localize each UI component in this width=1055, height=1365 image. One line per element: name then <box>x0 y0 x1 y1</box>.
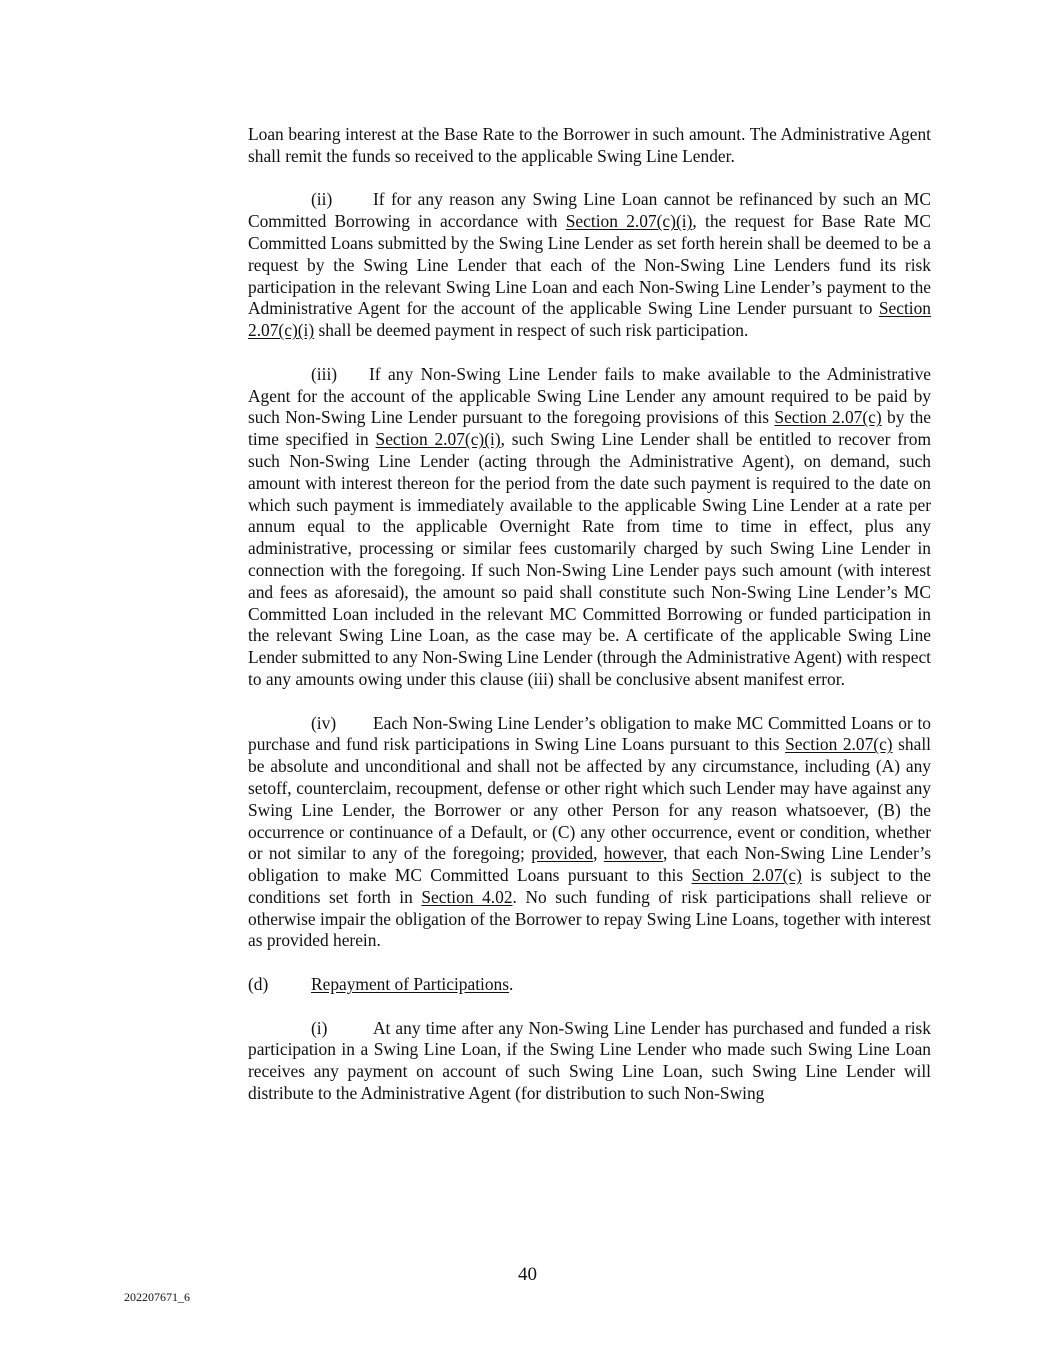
section-ref-link: Section 2.07(c)(i) <box>248 298 931 341</box>
clause-iv <box>248 713 931 953</box>
section-ref-link: Section 2.07(c) <box>785 734 893 755</box>
clause-ii <box>248 189 931 342</box>
section-ref-link: Section 2.07(c) <box>774 407 882 428</box>
clause-iv-label: (iv) <box>311 712 337 733</box>
clause-iv-text-5: is subject to the conditions set forth in <box>248 865 932 907</box>
clause-ii-text-2: , the request for Base Rate MC Committed Loans submitted by the Swing Line Lender as set forth herein shall be deemed to be a request by the Swing Line Lender that each of the Non-Swing Line Lenders fund its risk participation in the relevant Swing Line Loan and each Non-Swing Line Lender’s payment to the Administrative Agent for the account of the applicable Swing Line Lender pursuant to <box>248 211 931 319</box>
section-ref-link: Section 2.07(c)(i) <box>375 429 501 450</box>
clause-d-i-text-1: At any time after any Non-Swing Line Lender has purchased and funded a risk participation in a Swing Line Loan, if the Swing Line Lender who made such Swing Line Loan receives any payment on account of such Swing Line Loan, such Swing Line Lender will distribute to the Administrative Agent (for distribution to such Non-Swing <box>248 1017 931 1104</box>
clause-iv-text-3: , <box>593 843 604 864</box>
section-d-heading <box>248 974 931 996</box>
provided-term: provided <box>531 843 594 864</box>
section-d-title: Repayment of Participations <box>311 974 510 995</box>
document-id: 202207671_6 <box>124 1290 190 1304</box>
clause-iii <box>248 364 931 691</box>
clause-iii-text-1: If any Non-Swing Line Lender fails to make available to the Administrative Agent for the account of the applicable Swing Line Lender any amount required to be paid by such Non-Swing Line Lender pursuant to the foregoing provisions of this <box>248 363 931 428</box>
clause-iii-text-3: , such Swing Line Lender shall be entitled to recover from such Non-Swing Line Lender (acting through the Administrative Agent), on demand, such amount with interest thereon for the period from the date such payment is required to the date on which such payment is immediately available to the applicable Swing Line Lender at a rate per annum equal to the applicable Overnight Rate from time to time in effect, plus any administrative, processing or similar fees customarily charged by such Swing Line Lender in connection with the foregoing. If such Non-Swing Line Lender pays such amount (with interest and fees as aforesaid), the amount so paid shall constitute such Non-Swing Line Lender’s MC Committed Loan included in the relevant MC Committed Borrowing or funded participation in the relevant Swing Line Loan, as the case may be. A certificate of the applicable Swing Line Lender submitted to any Non-Swing Line Lender (through the Administrative Agent) with respect to any amounts owing under this clause (iii) shall be conclusive absent manifest error. <box>248 429 931 689</box>
clause-iv-text-2: shall be absolute and unconditional and shall not be affected by any circumstance, including (A) any setoff, counterclaim, recoupment, defense or other right which such Lender may have against any Swing Line Lender, the Borrower or any other Person for any reason whatsoever, (B) the occurrence or continuance of a Default, or (C) any other occurrence, event or condition, whether or not similar to any of the foregoing; <box>248 734 931 864</box>
clause-iii-text-2: by the time specified in <box>248 407 931 450</box>
section-ref-link: Section 4.02 <box>421 886 513 907</box>
opening-paragraph: Loan bearing interest at the Base Rate to the Borrower in such amount. The Administrative Agent shall remit the funds so received to the applicable Swing Line Lender. <box>248 124 931 166</box>
clause-iv-text-4: , that each Non-Swing Line Lender’s obligation to make MC Committed Loans pursuant to this <box>248 843 931 886</box>
clause-d-i-label: (i) <box>311 1017 328 1038</box>
section-d-label: (d) <box>248 974 269 995</box>
clause-ii-text-1: If for any reason any Swing Line Loan cannot be refinanced by such an MC Committed Borrowing in accordance with <box>248 189 931 232</box>
clause-iii-label: (iii) <box>311 363 338 384</box>
however-term: however <box>603 843 664 864</box>
clause-d-i <box>248 1018 931 1105</box>
clause-iv-text-1: Each Non-Swing Line Lender’s obligation to make MC Committed Loans or to purchase and fund risk participations in Swing Line Loans pursuant to this <box>248 712 931 755</box>
section-ref-link: Section 2.07(c)(i) <box>565 211 693 232</box>
clause-ii-text-3: shall be deemed payment in respect of such risk participation. <box>314 320 749 341</box>
clause-ii-label: (ii) <box>311 189 333 210</box>
section-ref-link: Section 2.07(c) <box>691 865 802 886</box>
document-body <box>248 124 931 1127</box>
section-d-title-end: . <box>509 974 514 995</box>
clause-iv-text-6: . No such funding of risk participations shall relieve or otherwise impair the obligation of the Borrower to repay Swing Line Loans, together with interest as provided herein. <box>248 886 932 951</box>
page-number: 40 <box>518 1264 537 1285</box>
